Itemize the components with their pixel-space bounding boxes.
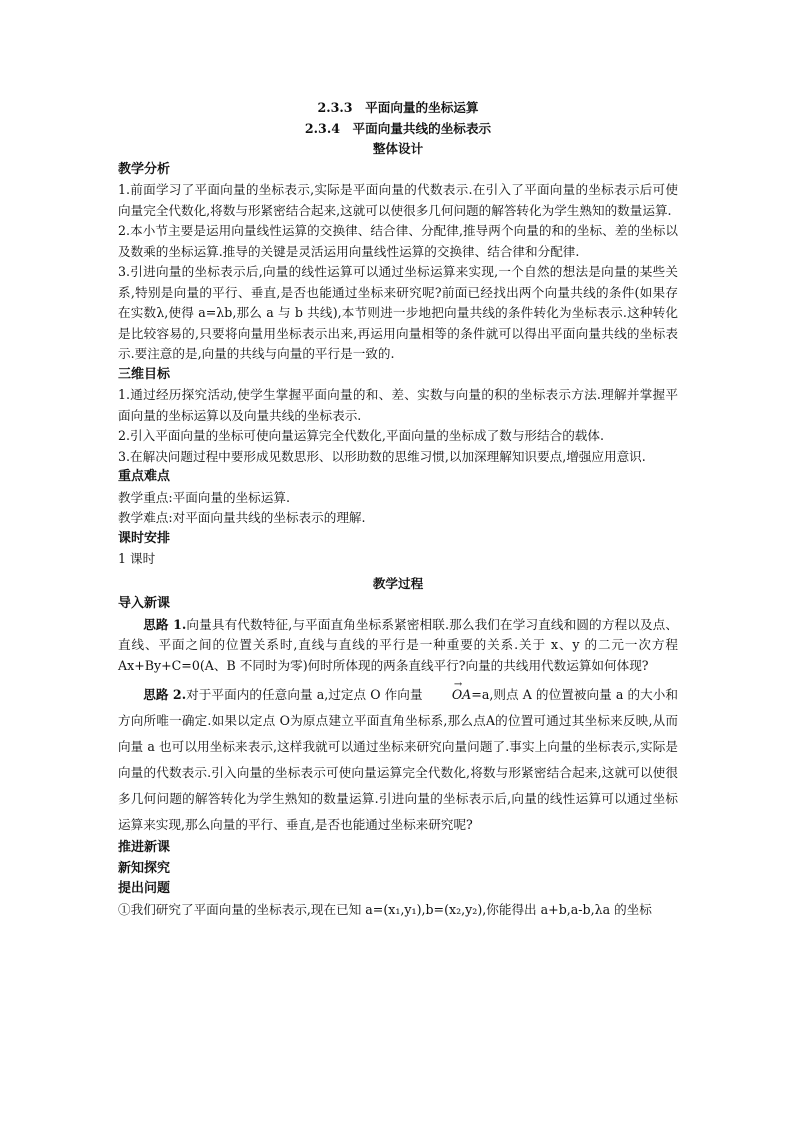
- idea-2-paragraph: [118, 682, 678, 838]
- title-2-3-4: 2.3.4 平面向量共线的坐标表示: [304, 120, 492, 136]
- heading-three-goals: 三维目标: [118, 366, 171, 382]
- analysis-paragraph-2: 2.本小节主要是运用向量线性运算的交换律、结合律、分配律,推导两个向量的和的坐标、差的坐标以及数乘的坐标运算.推导的关键是灵活运用向量线性运算的交换律、结合律和分配律.: [118, 223, 678, 259]
- document-page: [118, 98, 678, 920]
- key-point-difficulty: 教学难点:对平面向量共线的坐标表示的理解.: [118, 510, 366, 525]
- idea-1-label: 思路 1.: [143, 616, 187, 632]
- goals-paragraph-2: 2.引入平面向量的坐标可使向量运算完全代数化,平面向量的坐标成了数与形结合的载体.: [118, 428, 604, 443]
- idea-1-text: 向量具有代数特征,与平面直角坐标系紧密相联.那么我们在学习直线和圆的方程以及点、直线、平面之间的位置关系时,直线与直线的平行是一种重要的关系.关于 x、y 的二元一次方程 Ax+By+C=0(A、B 不同时为零)何时所体现的两条直线平行?向量的共线用代数运算如何体现?: [118, 616, 678, 673]
- idea-2-text-a: 对于平面内的任意向量 a,过定点 O 作向量: [186, 687, 427, 702]
- schedule-text: 1 课时: [118, 551, 156, 566]
- idea-2-text-b: =a,则点 A 的位置被向量 a 的大小和方向所唯一确定.如果以定点 O为原点建立平面直角坐标系,那么点A的位置可通过其坐标来反映,从而向量 a 也可以用坐标来表示,这样我就可以通过坐标来研究向量问题了.事实上向量的坐标表示,实际是向量的代数表示.引入向量的坐标表示可使向量运算完全代数化,将数与形紧密结合起来,这就可以使很多几何问题的解答转化为学生熟知的数量运算.引进向量的坐标表示后,向量的线性运算可以通过坐标运算来实现,那么向量的平行、垂直,是否也能通过坐标来研究呢?: [118, 687, 678, 832]
- heading-intro: 导入新课: [118, 596, 171, 611]
- idea-2-label: 思路 2.: [143, 687, 187, 702]
- heading-schedule: 课时安排: [118, 530, 171, 546]
- goals-paragraph-3: 3.在解决问题过程中要形成见数思形、以形助数的思维习惯,以加深理解知识要点,增强应用意识.: [118, 448, 646, 464]
- title-overall-design: 整体设计: [372, 141, 424, 156]
- analysis-paragraph-1: 1.前面学习了平面向量的坐标表示,实际是平面向量的代数表示.在引入了平面向量的坐标表示后可使向量完全代数化,将数与形紧密结合起来,这就可以使很多几何问题的解答转化为学生熟知的数量运算.: [118, 182, 678, 218]
- goals-paragraph-1: 1.通过经历探究活动,使学生掌握平面向量的和、差、实数与向量的积的坐标表示方法.理解并掌握平面向量的坐标运算以及向量共线的坐标表示.: [118, 387, 678, 423]
- heading-teaching-analysis: 教学分析: [118, 161, 171, 177]
- analysis-paragraph-3: 3.引进向量的坐标表示后,向量的线性运算可以通过坐标运算来实现,一个自然的想法是向量的某些关系,特别是向量的平行、垂直,是否也能通过坐标来研究呢?前面已经找出两个向量共线的条件(如果存在实数λ,使得 a=λb,那么 a 与 b 共线),本节则进一步地把向量共线的条件转化为坐标表示.这种转化是比较容易的,只要将向量用坐标表示出来,再运用向量相等的条件就可以得出平面向量共线的坐标表示.要注意的是,向量的共线与向量的平行是一致的.: [118, 264, 678, 361]
- key-point-focus: 教学重点:平面向量的坐标运算.: [118, 489, 290, 505]
- title-2-3-3: 2.3.3 平面向量的坐标运算: [317, 100, 479, 115]
- title-teaching-process: 教学过程: [372, 575, 424, 591]
- heading-explore: 新知探究: [118, 860, 171, 876]
- heading-key-points: 重点难点: [118, 469, 171, 484]
- idea-1-paragraph: [118, 615, 678, 677]
- question-1: ①我们研究了平面向量的坐标表示,现在已知 a=(x₁,y₁),b=(x₂,y₂),你能得出 a+b,a-b,λa 的坐标: [118, 901, 652, 917]
- heading-advance: 推进新课: [118, 840, 171, 855]
- heading-questions: 提出问题: [118, 881, 171, 896]
- vector-oa: → OA: [427, 682, 472, 708]
